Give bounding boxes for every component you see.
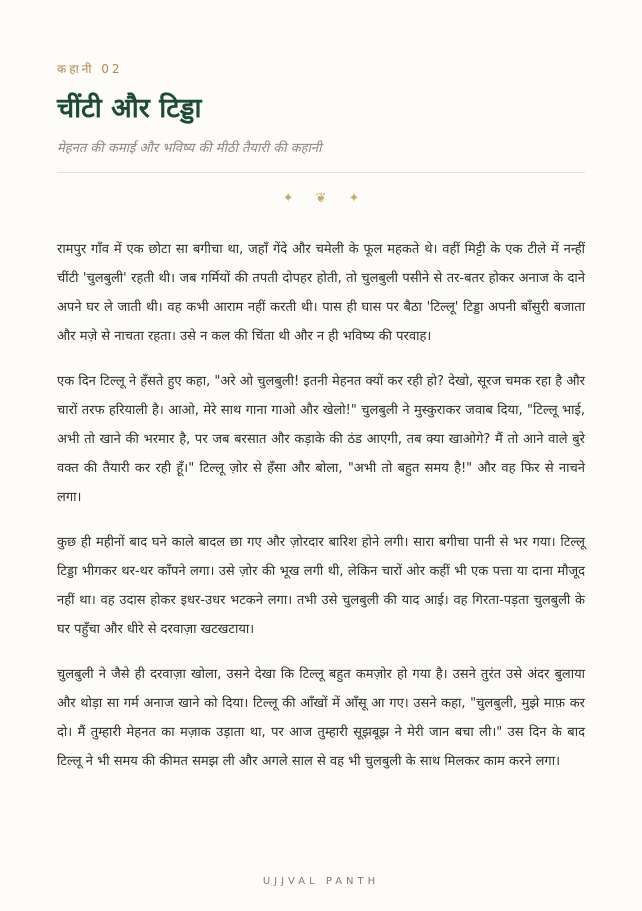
- story-paragraph: रामपुर गाँव में एक छोटा सा बगीचा था, जहाँ गेंदे और चमेली के फूल महकते थे। वहीं मिट्टी के एक टीले में नन्हीं चींटी 'चुलबुली' रहती थी। जब गर्मियों की तपती दोपहर होती, तो चुलबुली पसीने से तर-बतर होकर अनाज के दाने अपने घर ले जाती थी। वह कभी आराम नहीं करती थी। पास ही घास पर बैठा 'टिल्लू' टिड्डा अपनी बाँसुरी बजाता और मज़े से नाचता रहता। उसे न कल की चिंता थी और न ही भविष्य की परवाह।: [57, 241, 585, 344]
- page-subtitle: मेहनत की कमाई और भविष्य की मीठी तैयारी की कहानी: [57, 140, 322, 156]
- story-paragraph: चुलबुली ने जैसे ही दरवाज़ा खोला, उसने देखा कि टिल्लू बहुत कमज़ोर हो गया है। उसने तुरंत उसे अंदर बुलाया और थोड़ा सा गर्म अनाज खाने को दिया। टिल्लू की आँखों में आँसू आ गए। उसने कहा, "चुलबुली, मुझे माफ़ कर दो। मैं तुम्हारी मेहनत का मज़ाक उड़ाता था, पर आज तुम्हारी सूझबूझ ने मेरी जान बचा ली।" उस दिन के बाद टिल्लू ने भी समय की कीमत समझ ली और अगले साल से वह भी चुलबुली के साथ मिलकर काम करने लगा।: [57, 666, 585, 769]
- sparkle-icon: ✦: [348, 190, 360, 206]
- header-divider: [57, 172, 585, 173]
- sparkle-icon: ✦: [282, 190, 316, 206]
- story-paragraph: कुछ ही महीनों बाद घने काले बादल छा गए और ज़ोरदार बारिश होने लगी। सारा बगीचा पानी से भर गया। टिल्लू टिड्डा भीगकर थर-थर काँपने लगा। उसे ज़ोर की भूख लगी थी, लेकिन चारों ओर कहीं भी एक पत्ता या दाना मौजूद नहीं था। वह उदास होकर इधर-उधर भटकने लगा। तभी उसे चुलबुली की याद आई। वह गिरता-पड़ता चुलबुली के घर पहुँचा और धीरे से दरवाज़ा खटखटाया।: [57, 534, 585, 637]
- leaf-flourish-icon: ❦: [315, 190, 349, 206]
- page-title: चींटी और टिड्डा: [57, 93, 202, 124]
- story-paragraph: एक दिन टिल्लू ने हँसते हुए कहा, "अरे ओ चुलबुली! इतनी मेहनत क्यों कर रही हो? देखो, सूरज चमक रहा है और चारों तरफ हरियाली है। आओ, मेरे साथ गाना गाओ और खेलो!" चुलबुली ने मुस्कुराकर जवाब दिया, "टिल्लू भाई, अभी तो खाने की भरमार है, पर जब बरसात और कड़ाके की ठंड आएगी, तब क्या खाओगे? मैं तो आने वाले बुरे वक्त की तैयारी कर रही हूँ।" टिल्लू ज़ोर से हँसा और बोला, "अभी तो बहुत समय है!" और वह फिर से नाचने लगा।: [57, 373, 585, 505]
- ornament-divider: [57, 191, 585, 209]
- story-body: [57, 235, 585, 776]
- author-footer: UJJVAL PANTH: [262, 876, 380, 887]
- story-number-label: कहानी 02: [57, 62, 123, 76]
